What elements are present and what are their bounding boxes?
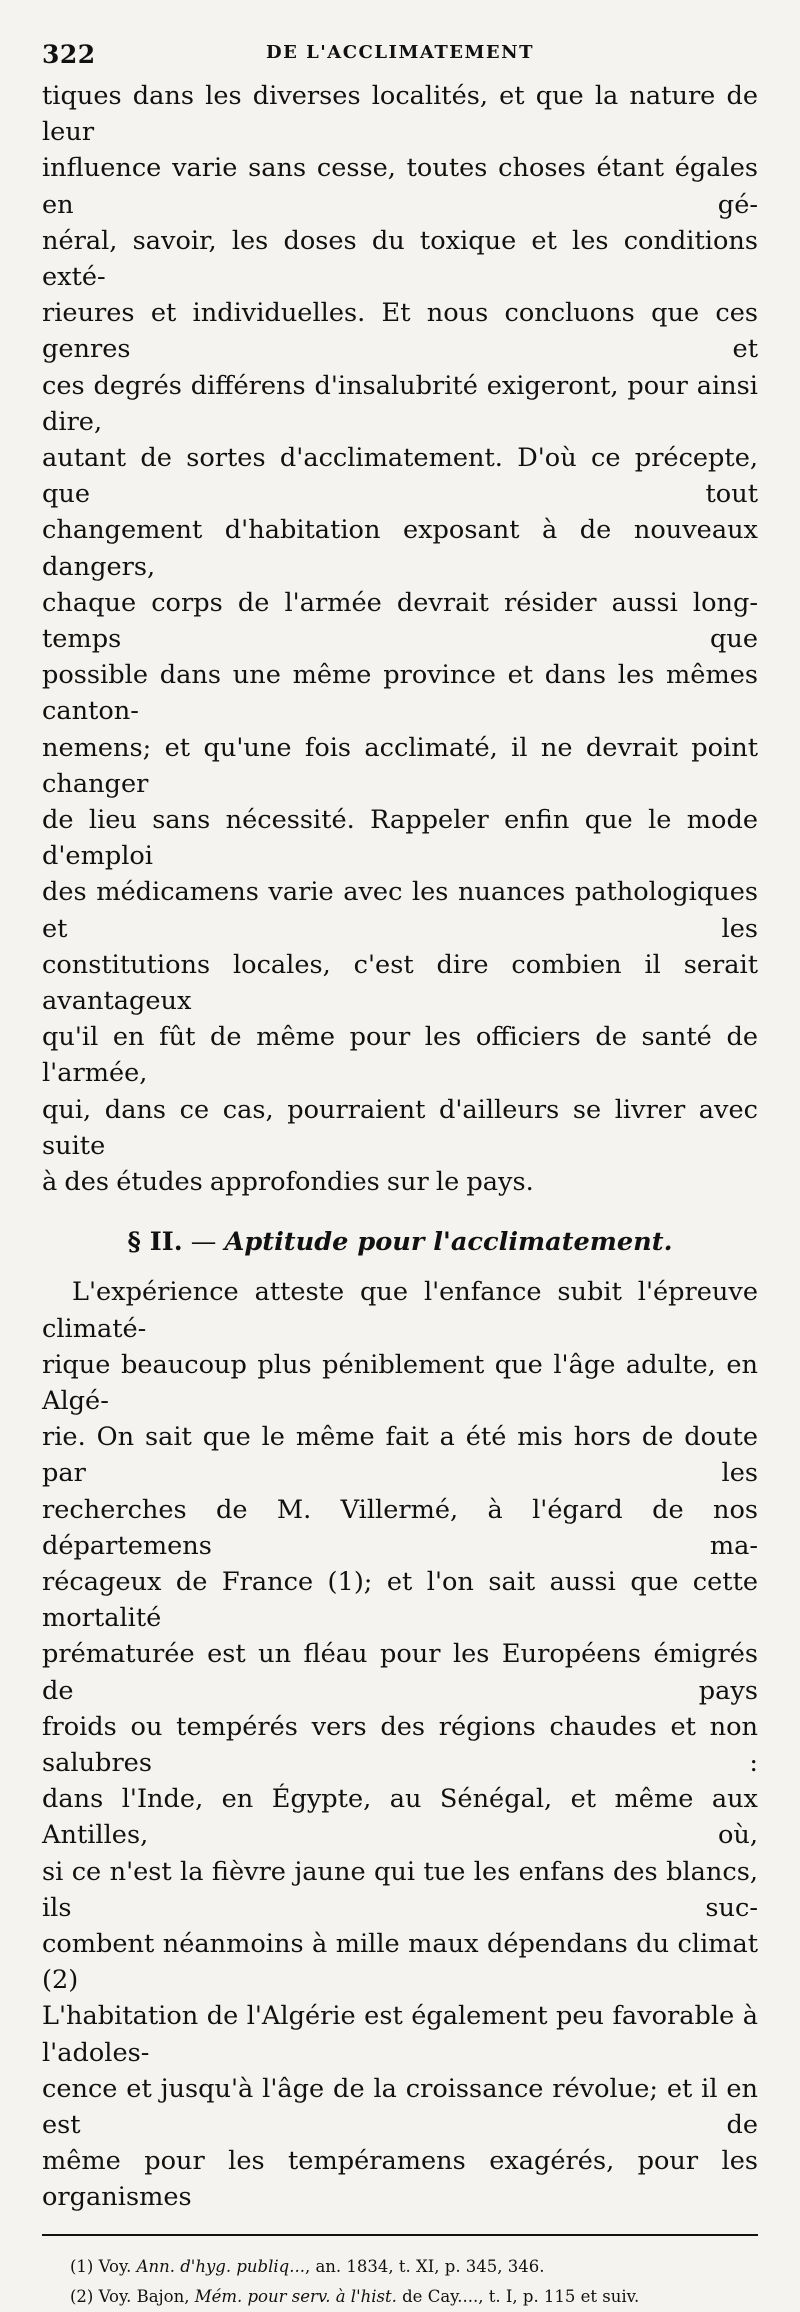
text-line: si ce n'est la fièvre jaune qui tue les enfans des blancs, ils suc- (42, 1856, 758, 1923)
footnote-2 (70, 2282, 758, 2312)
text-line: qui, dans ce cas, pourraient d'ailleurs se livrer avec suite (42, 1094, 758, 1161)
running-title: DE L'ACCLIMATEMENT (266, 42, 534, 63)
text-line: tiques dans les diverses localités, et que la nature de leur (42, 81, 758, 148)
text-line: rieures et individuelles. Et nous concluons que ces genres et (42, 298, 758, 365)
paragraph-2 (42, 1274, 758, 2215)
text-line: possible dans une même province et dans les mêmes canton- (42, 660, 758, 727)
text-line: néral, savoir, les doses du toxique et les conditions exté- (42, 225, 758, 293)
text-line: à des études approfondies sur le pays. (42, 1167, 534, 1198)
paragraph-1 (42, 78, 758, 1200)
section-dash: — (182, 1227, 225, 1258)
text-line: froids ou tempérés vers des régions chaudes et non salubres : (42, 1711, 758, 1778)
text-line: de lieu sans nécessité. Rappeler enfin que le mode d'emploi (42, 805, 758, 872)
text-line: ces degrés différens d'insalubrité exigeront, pour ainsi dire, (42, 370, 758, 437)
text-line: constitutions locales, c'est dire combien il serait avantageux (42, 949, 758, 1017)
page-header (42, 30, 758, 78)
text-line: chaque corps de l'armée devrait résider aussi long-temps que (42, 587, 758, 655)
text-line: autant de sortes d'acclimatement. D'où ce précepte, que tout (42, 443, 758, 510)
footnote-reference: , an. 1834, t. XI, p. 345, 346. (304, 2256, 545, 2276)
text-line: des médicamens varie avec les nuances pathologiques et les (42, 877, 758, 944)
section-number: § II. (127, 1227, 183, 1258)
page-number: 322 (42, 40, 96, 69)
text-line: qu'il en fût de même pour les officiers de santé de l'armée, (42, 1022, 758, 1089)
text-line: nemens; et qu'une fois acclimaté, il ne devrait point changer (42, 732, 758, 799)
footnote-source: Ann. d'hyg. publiq... (136, 2256, 305, 2276)
footnote-rule (42, 2234, 758, 2236)
text-line: influence varie sans cesse, toutes choses étant égales en gé- (42, 153, 758, 220)
text-line: dans l'Inde, en Égypte, au Sénégal, et même aux Antilles, où, (42, 1784, 758, 1851)
footnotes (42, 2252, 758, 2312)
text-line: L'habitation de l'Algérie est également peu favorable à l'adoles- (42, 2001, 758, 2068)
text-line: combent néanmoins à mille maux dépendans du climat (2) (42, 1928, 758, 1996)
text-line: cence et jusqu'à l'âge de la croissance révolue; et il en est de (42, 2073, 758, 2140)
text-line: recherches de M. Villermé, à l'égard de nos départemens ma- (42, 1494, 758, 1561)
footnote-source: Mém. pour serv. à l'hist. (194, 2286, 397, 2306)
section-heading (42, 1224, 758, 1260)
footnote-marker: (2) Voy. Bajon, (70, 2286, 195, 2306)
text-line: L'expérience atteste que l'enfance subit l'épreuve climaté- (42, 1277, 758, 1344)
section-title: Aptitude pour l'acclimatement. (224, 1227, 673, 1258)
text-line: récageux de France (1); et l'on sait aussi que cette mortalité (42, 1566, 758, 1634)
text-line: prématurée est un fléau pour les Européens émigrés de pays (42, 1639, 758, 1706)
footnote-reference: de Cay...., t. I, p. 115 et suiv. (396, 2286, 640, 2306)
text-line: rie. On sait que le même fait a été mis hors de doute par les (42, 1422, 758, 1489)
footnote-marker: (1) Voy. (70, 2256, 137, 2276)
text-line: même pour les tempéramens exagérés, pour les organismes (42, 2146, 758, 2213)
text-line: changement d'habitation exposant à de nouveaux dangers, (42, 515, 758, 582)
footnote-1 (70, 2252, 758, 2282)
text-line: rique beaucoup plus péniblement que l'âge adulte, en Algé- (42, 1349, 758, 1416)
